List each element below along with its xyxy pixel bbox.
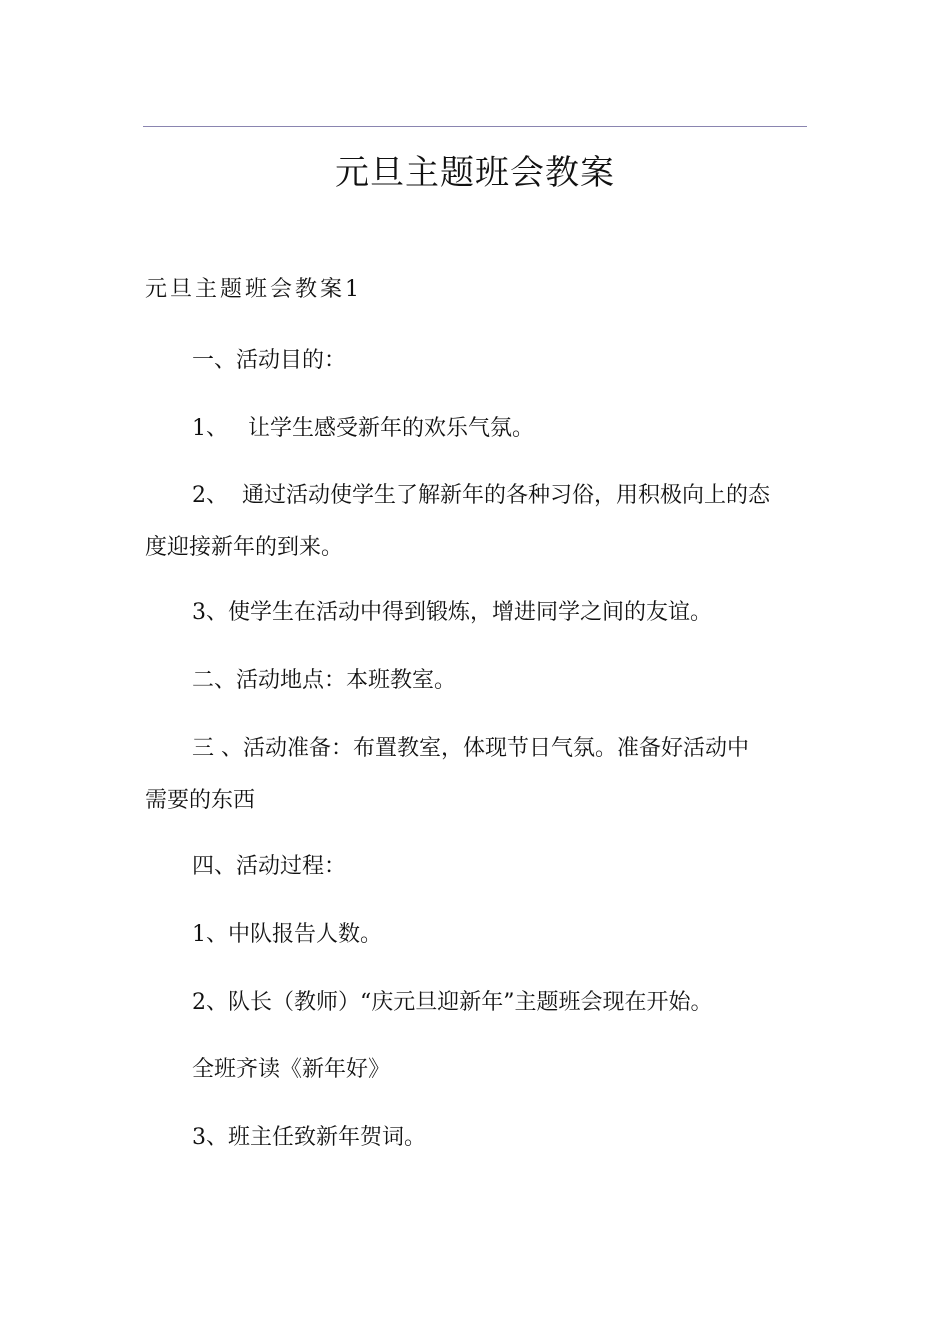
paragraph-activity-purpose	[145, 343, 856, 379]
paragraph-purpose-3	[145, 595, 856, 631]
paragraph-text: 度迎接新年的到来。	[145, 535, 344, 560]
paragraph-process-2	[145, 985, 856, 1021]
paragraph-activity-prep-line1	[145, 731, 856, 767]
paragraph-text: 让学生感受新年的欢乐气氛。	[248, 416, 535, 441]
paragraph-text: 通过活动使学生了解新年的各种习俗，用积极向上的态	[242, 483, 771, 508]
section-heading: 元旦主题班会教案1	[145, 277, 362, 302]
paragraph-text: 二、活动地点：本班教室。	[192, 668, 457, 693]
paragraph-text: 三 、活动准备：布置教室，体现节日气氛。准备好活动中	[192, 736, 749, 761]
paragraph-purpose-2-line1	[145, 478, 856, 514]
paragraph-purpose-1	[145, 411, 856, 447]
item-number: 1、	[192, 416, 228, 441]
document-title: 元旦主题班会教案	[335, 153, 615, 193]
paragraph-process-1	[145, 917, 856, 953]
paragraph-text: 需要的东西	[145, 788, 256, 813]
paragraph-activity-location	[145, 663, 856, 699]
paragraph-text: 四、活动过程：	[192, 854, 347, 879]
paragraph-activity-process	[145, 849, 856, 885]
paragraph-text: 全班齐读《新年好》	[192, 1057, 391, 1082]
paragraph-text: 1、中队报告人数。	[192, 922, 382, 947]
paragraph-purpose-2-line2	[145, 530, 809, 566]
item-number: 2、	[192, 483, 228, 508]
paragraph-text: 一、活动目的：	[192, 348, 347, 373]
paragraph-text: 3、班主任致新年贺词。	[192, 1125, 426, 1150]
paragraph-process-3	[145, 1120, 856, 1156]
header-rule	[143, 126, 807, 127]
paragraph-activity-prep-line2	[145, 783, 809, 819]
paragraph-read-aloud	[145, 1052, 856, 1088]
paragraph-text: 2、队长（教师）“庆元旦迎新年”主题班会现在开始。	[192, 990, 713, 1015]
paragraph-text: 3、使学生在活动中得到锻炼，增进同学之间的友谊。	[192, 600, 712, 625]
